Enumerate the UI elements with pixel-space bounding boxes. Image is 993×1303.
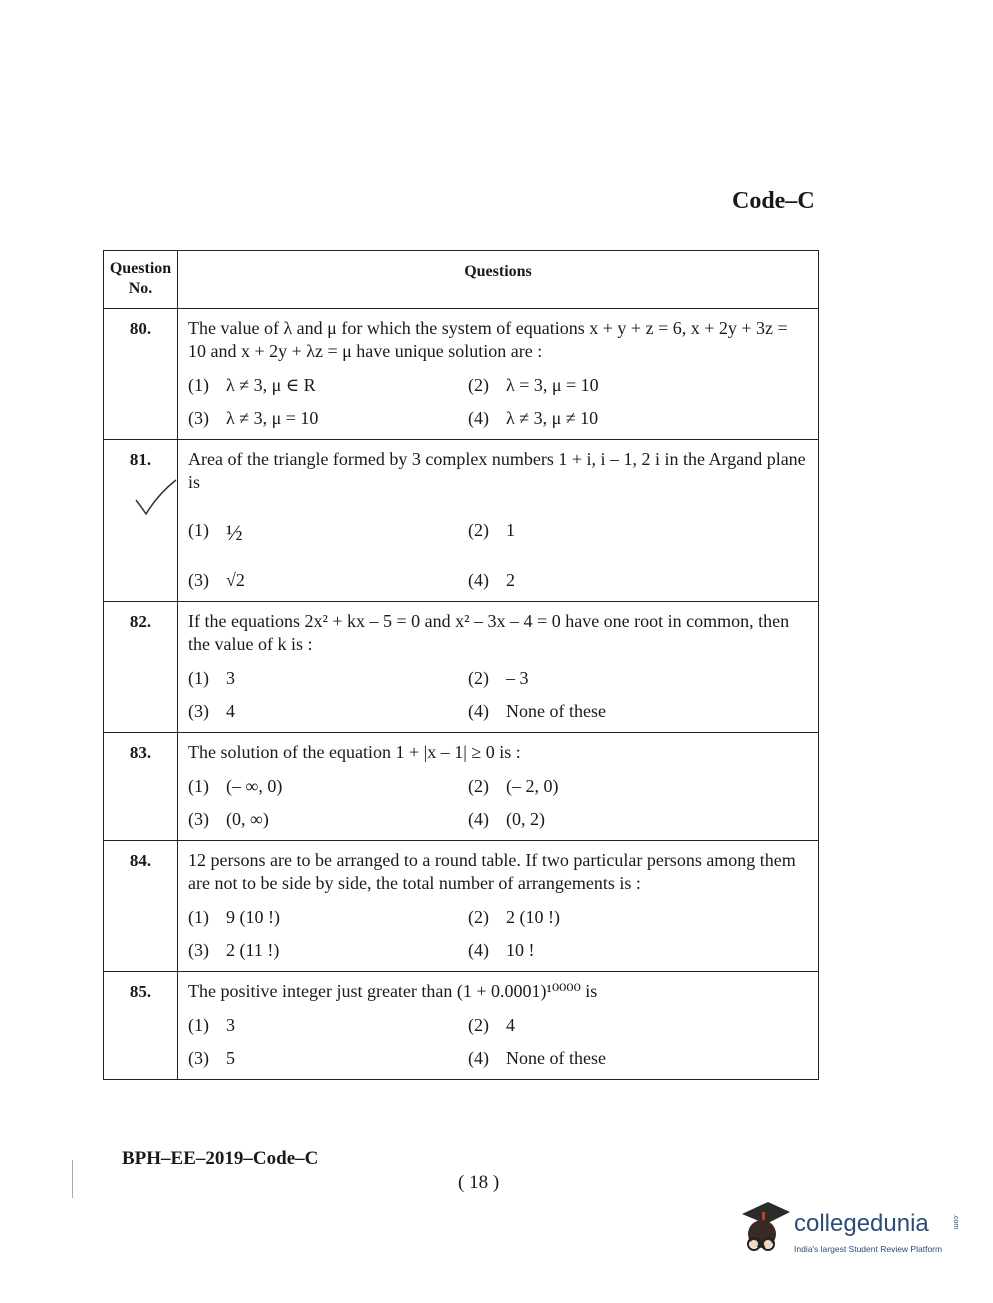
option: [188, 408, 468, 429]
question-row: [104, 440, 819, 602]
question-text: 12 persons are to be arranged to a round table. If two particular persons among them are not to be side by side, the total number of arrangements is :: [188, 850, 796, 893]
option-number: (1): [188, 1015, 209, 1035]
question-text: The solution of the equation 1 + |x – 1| ≥ 0 is :: [188, 742, 521, 762]
options: [188, 1015, 810, 1069]
option-text: 10 !: [506, 940, 535, 960]
logo-name: collegedunia: [794, 1210, 929, 1237]
option-number: (4): [468, 701, 489, 721]
question-cell: [178, 440, 819, 602]
option: [188, 1048, 468, 1069]
option-text: 1: [506, 520, 515, 540]
option: [188, 570, 468, 591]
option-text: 2 (10 !): [506, 907, 560, 927]
option-number: (3): [188, 940, 209, 960]
question-table: [103, 250, 819, 1080]
option-text: 4: [506, 1015, 515, 1035]
option-number: (2): [468, 907, 489, 927]
option-number: (4): [468, 809, 489, 829]
option-text: √2: [226, 570, 245, 590]
margin-mark: [72, 1160, 73, 1198]
question-number: 85.: [104, 972, 178, 1080]
option-text: (– 2, 0): [506, 776, 559, 796]
option: [468, 1048, 810, 1069]
question-row: [104, 309, 819, 440]
page-number: ( 18 ): [458, 1172, 500, 1193]
column-header-questions: Questions: [178, 251, 819, 309]
option-number: (2): [468, 520, 489, 540]
option-text: 5: [226, 1048, 235, 1068]
options: [188, 668, 810, 722]
option-text: None of these: [506, 1048, 606, 1068]
question-number: 84.: [104, 841, 178, 972]
option-text: λ ≠ 3, μ ≠ 10: [506, 408, 599, 428]
collegedunia-logo: [738, 1200, 968, 1270]
option-text: – 3: [506, 668, 529, 688]
option-text: ½: [226, 520, 243, 545]
option: [468, 809, 810, 830]
option-text: 3: [226, 1015, 235, 1035]
question-number: 83.: [104, 733, 178, 841]
option-text: (– ∞, 0): [226, 776, 283, 796]
option-number: (1): [188, 375, 209, 395]
option-text: (0, ∞): [226, 809, 269, 829]
option: [188, 520, 468, 546]
option: [188, 809, 468, 830]
option: [468, 701, 810, 722]
footer-paper-code: BPH–EE–2019–Code–C: [122, 1148, 319, 1169]
question-number: 82.: [104, 602, 178, 733]
options: [188, 907, 810, 961]
option: [468, 375, 810, 396]
option: [468, 776, 810, 797]
option-number: (2): [468, 1015, 489, 1035]
option: [468, 907, 810, 928]
option: [188, 776, 468, 797]
question-row: [104, 602, 819, 733]
option: [188, 668, 468, 689]
option: [468, 408, 810, 429]
option-number: (4): [468, 570, 489, 590]
option-text: 3: [226, 668, 235, 688]
question-text: Area of the triangle formed by 3 complex numbers 1 + i, i – 1, 2 i in the Argand plane is: [188, 449, 806, 492]
checkmark-icon: [134, 478, 178, 518]
question-text: The value of λ and μ for which the system of equations x + y + z = 6, x + 2y + 3z = 10 and x + 2y + λz = μ have unique solution are :: [188, 318, 788, 361]
option: [468, 570, 810, 591]
option-text: λ ≠ 3, μ ∈ R: [226, 375, 316, 395]
column-header-question-no: Question No.: [104, 251, 178, 309]
question-rows: [104, 309, 819, 1080]
options: [188, 520, 810, 591]
options: [188, 776, 810, 830]
question-row: [104, 972, 819, 1080]
option-number: (2): [468, 668, 489, 688]
option-text: λ ≠ 3, μ = 10: [226, 408, 319, 428]
option-number: (1): [188, 520, 209, 540]
option-number: (4): [468, 1048, 489, 1068]
option-number: (1): [188, 776, 209, 796]
option-number: (3): [188, 408, 209, 428]
option: [468, 1015, 810, 1036]
question-number: 81.: [129, 450, 152, 469]
logo-tld: .com: [952, 1214, 959, 1230]
mascot-icon: [738, 1200, 792, 1260]
question-row: [104, 841, 819, 972]
question-text: If the equations 2x² + kx – 5 = 0 and x² – 3x – 4 = 0 have one root in common, then the value of k is :: [188, 611, 790, 654]
option-number: (4): [468, 940, 489, 960]
option: [188, 907, 468, 928]
option-number: (3): [188, 809, 209, 829]
question-number: 80.: [104, 309, 178, 440]
option-text: 4: [226, 701, 235, 721]
option-text: 2 (11 !): [226, 940, 280, 960]
option-text: (0, 2): [506, 809, 545, 829]
option-text: λ = 3, μ = 10: [506, 375, 599, 395]
option: [468, 940, 810, 961]
question-cell: [178, 309, 819, 440]
option-text: None of these: [506, 701, 606, 721]
option-number: (1): [188, 907, 209, 927]
option-text: 2: [506, 570, 515, 590]
option-number: (3): [188, 701, 209, 721]
options: [188, 375, 810, 429]
option: [468, 520, 810, 546]
option: [468, 668, 810, 689]
option-text: 9 (10 !): [226, 907, 280, 927]
option: [188, 1015, 468, 1036]
paper-code: Code–C: [732, 188, 815, 214]
question-text: The positive integer just greater than (1 + 0.0001)¹⁰⁰⁰⁰ is: [188, 981, 598, 1001]
option-number: (3): [188, 1048, 209, 1068]
option-number: (3): [188, 570, 209, 590]
option: [188, 701, 468, 722]
option: [188, 375, 468, 396]
question-cell: [178, 841, 819, 972]
question-row: [104, 733, 819, 841]
option: [188, 940, 468, 961]
option-number: (2): [468, 776, 489, 796]
question-cell: [178, 602, 819, 733]
option-number: (1): [188, 668, 209, 688]
logo-tagline: India's largest Student Review Platform: [794, 1244, 943, 1254]
question-number-cell: [104, 440, 178, 602]
option-number: (4): [468, 408, 489, 428]
option-number: (2): [468, 375, 489, 395]
question-cell: [178, 733, 819, 841]
question-cell: [178, 972, 819, 1080]
